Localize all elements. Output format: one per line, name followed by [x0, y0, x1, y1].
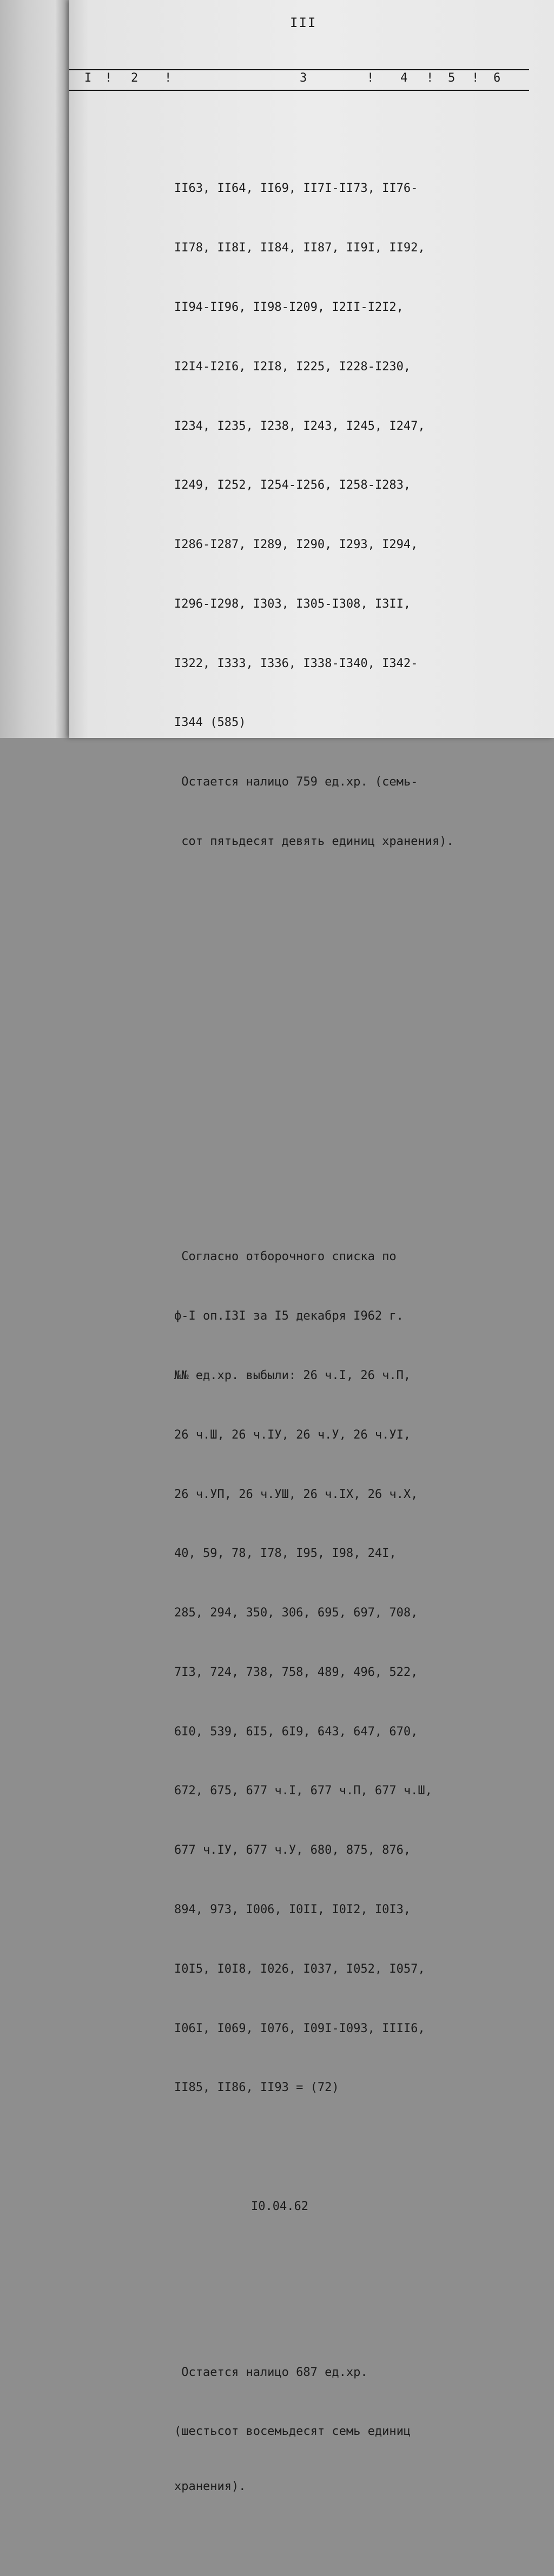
- column-4-header: 4: [400, 71, 408, 85]
- text-line: 677 ч.IУ, 677 ч.У, 680, 875, 876,: [174, 1843, 411, 1858]
- text-line: I296-I298, I303, I305-I308, I3II,: [174, 597, 411, 611]
- block-remaining-total: [174, 2324, 456, 2537]
- text-line: II63, II64, II69, II7I-II73, II76-: [174, 182, 418, 196]
- blank-line: [174, 2257, 456, 2264]
- blank-line: [174, 1129, 456, 1149]
- text-line: сот пятьдесят девять единиц хранения).: [174, 834, 454, 848]
- column-1-header: I: [84, 71, 92, 85]
- column-5-header: 5: [448, 71, 456, 85]
- column-separator: !: [164, 71, 172, 85]
- text-line: I234, I235, I238, I243, I245, I247,: [174, 419, 425, 433]
- blank-line: [174, 1069, 456, 1089]
- header-rule-top: [69, 69, 529, 70]
- text-line: II85, II86, II93 = (72): [174, 2081, 339, 2095]
- text-line: 26 ч.УП, 26 ч.УШ, 26 ч.IX, 26 ч.X,: [174, 1487, 418, 1501]
- text-line: Остается налицо 759 ед.хр. (семь-: [174, 775, 418, 789]
- text-line: 26 ч.Ш, 26 ч.IУ, 26 ч.У, 26 ч.УI,: [174, 1428, 411, 1442]
- text-line: №№ ед.хр. выбыли: 26 ч.I, 26 ч.П,: [174, 1369, 411, 1382]
- column-separator: !: [367, 71, 374, 85]
- text-line: I249, I252, I254-I256, I258-I283,: [174, 478, 411, 492]
- text-line: II78, II8I, II84, II87, II9I, II92,: [174, 241, 425, 255]
- text-line: Остается налицо 687 ед.хр.: [174, 2365, 368, 2379]
- block-selection-list: [174, 1208, 456, 2138]
- text-line: ф-I оп.I3I за I5 декабря I962 г.: [174, 1309, 404, 1323]
- text-line: 6I0, 539, 6I5, 6I9, 643, 647, 670,: [174, 1725, 418, 1739]
- text-line: 40, 59, 78, I78, I95, I98, 24I,: [174, 1547, 397, 1561]
- text-line: II94-II96, II98-I209, I2II-I2I2,: [174, 300, 404, 314]
- block-withdrawn-list: [174, 139, 456, 891]
- text-line: I06I, I069, I076, I09I-I093, IIII6,: [174, 2021, 425, 2035]
- text-line: (шестьсот восемьдесят семь единиц: [174, 2425, 411, 2439]
- text-line: хранения).: [174, 2479, 246, 2493]
- text-line: Согласно отборочного списка по: [174, 1250, 397, 1264]
- header-rule-bottom: [69, 90, 529, 91]
- text-line: I286-I287, I289, I290, I293, I294,: [174, 538, 418, 552]
- text-line: I344 (585): [174, 716, 246, 730]
- text-line: I322, I333, I336, I338-I340, I342-: [174, 656, 418, 670]
- column-separator: !: [426, 71, 434, 85]
- blank-line: [174, 951, 456, 971]
- text-line: 285, 294, 350, 306, 695, 697, 708,: [174, 1606, 418, 1620]
- text-line: I0I5, I0I8, I026, I037, I052, I057,: [174, 1962, 425, 1976]
- column-3-header: 3: [300, 71, 307, 85]
- page-number: III: [290, 15, 317, 30]
- text-line: 7I3, 724, 738, 758, 489, 496, 522,: [174, 1665, 418, 1679]
- column-6-header: 6: [493, 71, 501, 85]
- text-line: 894, 973, I006, I0II, I0I2, I0I3,: [174, 1903, 411, 1917]
- document-body: [174, 100, 456, 2576]
- adjacent-page-edge: [0, 0, 69, 738]
- date-line: I0.04.62: [251, 2199, 308, 2213]
- text-line: 672, 675, 677 ч.I, 677 ч.П, 677 ч.Ш,: [174, 1784, 432, 1798]
- blank-line: [174, 1010, 456, 1030]
- text-line: I2I4-I2I6, I2I8, I225, I228-I230,: [174, 360, 411, 374]
- column-separator: !: [472, 71, 479, 85]
- column-separator: !: [105, 71, 113, 85]
- document-page: [69, 0, 554, 2493]
- column-2-header: 2: [131, 71, 138, 85]
